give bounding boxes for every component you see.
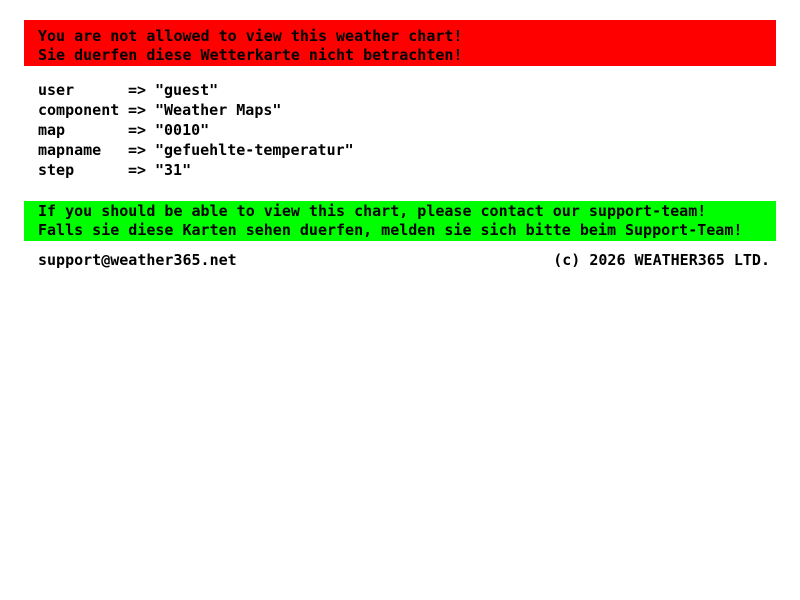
arrow-glyph: => [128, 161, 147, 179]
arrow-glyph: => [128, 141, 147, 159]
detail-value-step: "31" [155, 161, 192, 179]
support-line-en: If you should be able to view this chart, please contact our support-team! [38, 202, 707, 220]
detail-value-map: "0010" [155, 121, 210, 139]
detail-row-component [38, 100, 354, 120]
detail-key-step: step [38, 161, 75, 179]
access-denied-banner [24, 20, 776, 66]
arrow-glyph: => [128, 101, 147, 119]
detail-row-step [38, 160, 354, 180]
support-line-de: Falls sie diese Karten sehen duerfen, melden sie sich bitte beim Support-Team! [38, 221, 743, 239]
access-denied-line-de: Sie duerfen diese Wetterkarte nicht betrachten! [38, 46, 463, 64]
detail-row-map [38, 120, 354, 140]
detail-row-mapname [38, 140, 354, 160]
detail-value-mapname: "gefuehlte-temperatur" [155, 141, 354, 159]
support-contact-banner [24, 201, 776, 241]
detail-value-user: "guest" [155, 81, 219, 99]
arrow-glyph: => [128, 121, 147, 139]
detail-key-map: map [38, 121, 66, 139]
detail-key-user: user [38, 81, 75, 99]
detail-row-user [38, 80, 354, 100]
request-details [38, 80, 354, 180]
detail-value-component: "Weather Maps" [155, 101, 282, 119]
detail-key-mapname: mapname [38, 141, 102, 159]
detail-key-component: component [38, 101, 120, 119]
support-email: support@weather365.net [38, 251, 237, 269]
footer [38, 250, 770, 270]
arrow-glyph: => [128, 81, 147, 99]
copyright-notice: (c) 2026 WEATHER365 LTD. [553, 251, 770, 269]
access-denied-line-en: You are not allowed to view this weather chart! [38, 27, 463, 45]
